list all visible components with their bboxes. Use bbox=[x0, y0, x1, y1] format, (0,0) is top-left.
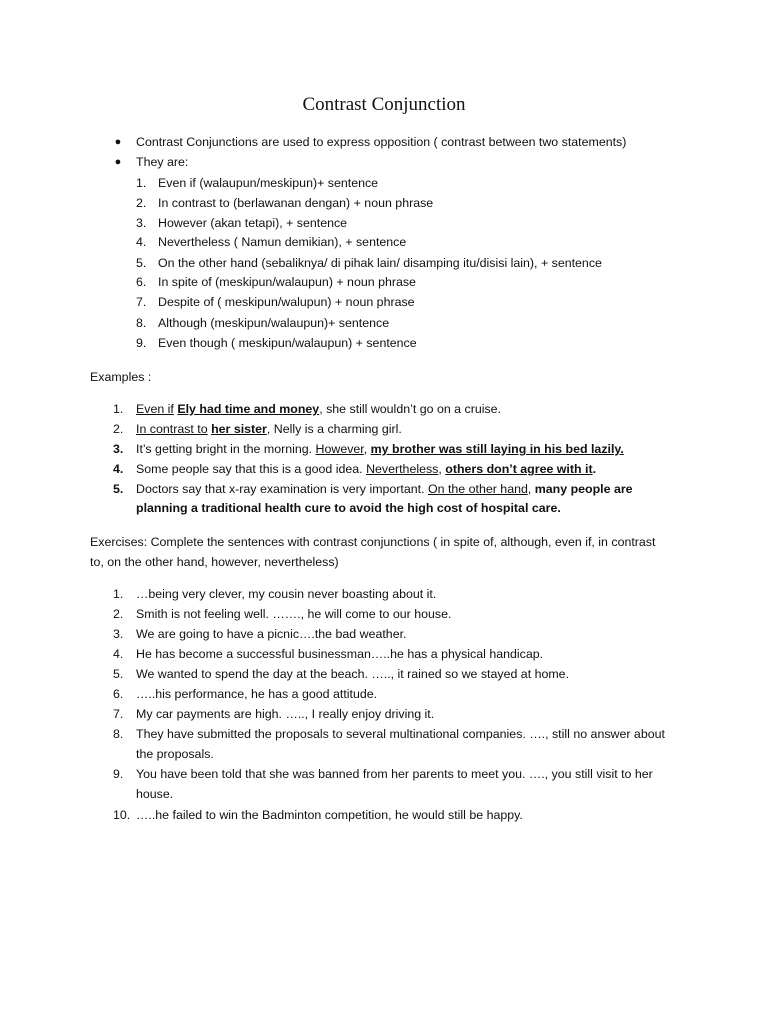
plain-text: , bbox=[363, 442, 371, 456]
exercises-intro-continued: to, on the other hand, however, nevertheless) bbox=[90, 555, 339, 569]
example-number: 3. bbox=[113, 442, 124, 456]
exercise-item: We are going to have a picnic….the bad weather. bbox=[136, 627, 407, 641]
intro-bullet-2: They are: bbox=[136, 155, 189, 169]
exercise-number: 8. bbox=[113, 727, 124, 741]
conjunction-text: On the other hand bbox=[427, 482, 528, 496]
list-item: Despite of ( meskipun/walupun) + noun phrase bbox=[158, 295, 415, 309]
exercises-intro: Exercises: Complete the sentences with contrast conjunctions ( in spite of, although, even if, in contrast bbox=[90, 535, 656, 549]
list-number: 3. bbox=[136, 216, 147, 230]
emphasis-text: her sister bbox=[211, 422, 267, 436]
exercise-number: 2. bbox=[113, 607, 124, 621]
emphasis-text: many people are bbox=[534, 482, 633, 496]
exercise-item: …being very clever, my cousin never boasting about it. bbox=[136, 587, 437, 601]
list-number: 6. bbox=[136, 275, 147, 289]
list-number: 2. bbox=[136, 196, 147, 210]
exercise-number: 3. bbox=[113, 627, 124, 641]
list-item: Although (meskipun/walaupun)+ sentence bbox=[158, 316, 390, 330]
example-5 bbox=[136, 479, 633, 499]
exercise-number: 10. bbox=[113, 808, 131, 822]
example-3 bbox=[136, 439, 624, 459]
exercise-number: 9. bbox=[113, 767, 124, 781]
emphasis-text: Ely had time and money bbox=[177, 402, 320, 416]
list-item: On the other hand (sebaliknya/ di pihak lain/ disamping itu/disisi lain), + sentence bbox=[158, 256, 602, 270]
emphasis-text: my brother was still laying in his bed lazily. bbox=[370, 442, 624, 456]
list-item: In contrast to (berlawanan dengan) + noun phrase bbox=[158, 196, 434, 210]
list-item: However (akan tetapi), + sentence bbox=[158, 216, 348, 230]
intro-bullet-1: Contrast Conjunctions are used to express opposition ( contrast between two statements) bbox=[136, 135, 627, 149]
plain-text: Some people say that this is a good idea. bbox=[136, 462, 367, 476]
example-4 bbox=[136, 459, 596, 479]
bullet-icon: ● bbox=[114, 156, 122, 168]
exercise-number: 1. bbox=[113, 587, 124, 601]
conjunction-text: Nevertheless bbox=[366, 462, 439, 476]
example-number: 4. bbox=[113, 462, 124, 476]
list-item: Even though ( meskipun/walaupun) + sentence bbox=[158, 336, 417, 350]
exercise-item: They have submitted the proposals to several multinational companies. …., still no answer about bbox=[136, 727, 665, 741]
plain-text: It’s getting bright in the morning. bbox=[136, 442, 316, 456]
exercise-item: You have been told that she was banned from her parents to meet you. …., you still visit to her bbox=[136, 767, 653, 781]
list-number: 7. bbox=[136, 295, 147, 309]
emphasis-text: others don’t agree with it bbox=[445, 462, 593, 476]
examples-heading: Examples : bbox=[90, 370, 152, 384]
example-number: 2. bbox=[113, 422, 124, 436]
plain-text: Doctors say that x-ray examination is very important. bbox=[136, 482, 428, 496]
plain-text: , bbox=[527, 482, 535, 496]
list-number: 4. bbox=[136, 235, 147, 249]
example-2 bbox=[136, 419, 402, 439]
exercise-item: We wanted to spend the day at the beach. ….., it rained so we stayed at home. bbox=[136, 667, 570, 681]
exercise-number: 5. bbox=[113, 667, 124, 681]
list-number: 1. bbox=[136, 176, 147, 190]
exercise-item: Smith is not feeling well. ……., he will come to our house. bbox=[136, 607, 452, 621]
exercise-item: …..his performance, he has a good attitude. bbox=[136, 687, 378, 701]
conjunction-text: However bbox=[315, 442, 364, 456]
plain-text: , bbox=[438, 462, 446, 476]
exercise-item-continued: the proposals. bbox=[136, 747, 214, 761]
example-number: 1. bbox=[113, 402, 124, 416]
conjunction-text: Even if bbox=[136, 402, 174, 416]
example-number: 5. bbox=[113, 482, 124, 496]
exercise-number: 6. bbox=[113, 687, 124, 701]
exercise-item: My car payments are high. ….., I really enjoy driving it. bbox=[136, 707, 435, 721]
page-title: Contrast Conjunction bbox=[302, 94, 466, 115]
plain-text: . bbox=[592, 462, 597, 476]
list-number: 5. bbox=[136, 256, 147, 270]
bullet-icon: ● bbox=[114, 136, 122, 148]
exercise-item: He has become a successful businessman…..he has a physical handicap. bbox=[136, 647, 544, 661]
exercise-number: 4. bbox=[113, 647, 124, 661]
list-item: Even if (walaupun/meskipun)+ sentence bbox=[158, 176, 379, 190]
example-1 bbox=[136, 399, 501, 419]
exercise-item: …..he failed to win the Badminton competition, he would still be happy. bbox=[136, 808, 523, 822]
list-item: Nevertheless ( Namun demikian), + sentence bbox=[158, 235, 407, 249]
example-5-continued: planning a traditional health cure to avoid the high cost of hospital care. bbox=[136, 501, 561, 515]
list-number: 9. bbox=[136, 336, 147, 350]
exercise-item-continued: house. bbox=[136, 787, 174, 801]
exercise-number: 7. bbox=[113, 707, 124, 721]
plain-text: , she still wouldn’t go on a cruise. bbox=[319, 402, 502, 416]
list-number: 8. bbox=[136, 316, 147, 330]
conjunction-text: In contrast to bbox=[136, 422, 208, 436]
list-item: In spite of (meskipun/walaupun) + noun phrase bbox=[158, 275, 416, 289]
plain-text: , Nelly is a charming girl. bbox=[266, 422, 402, 436]
